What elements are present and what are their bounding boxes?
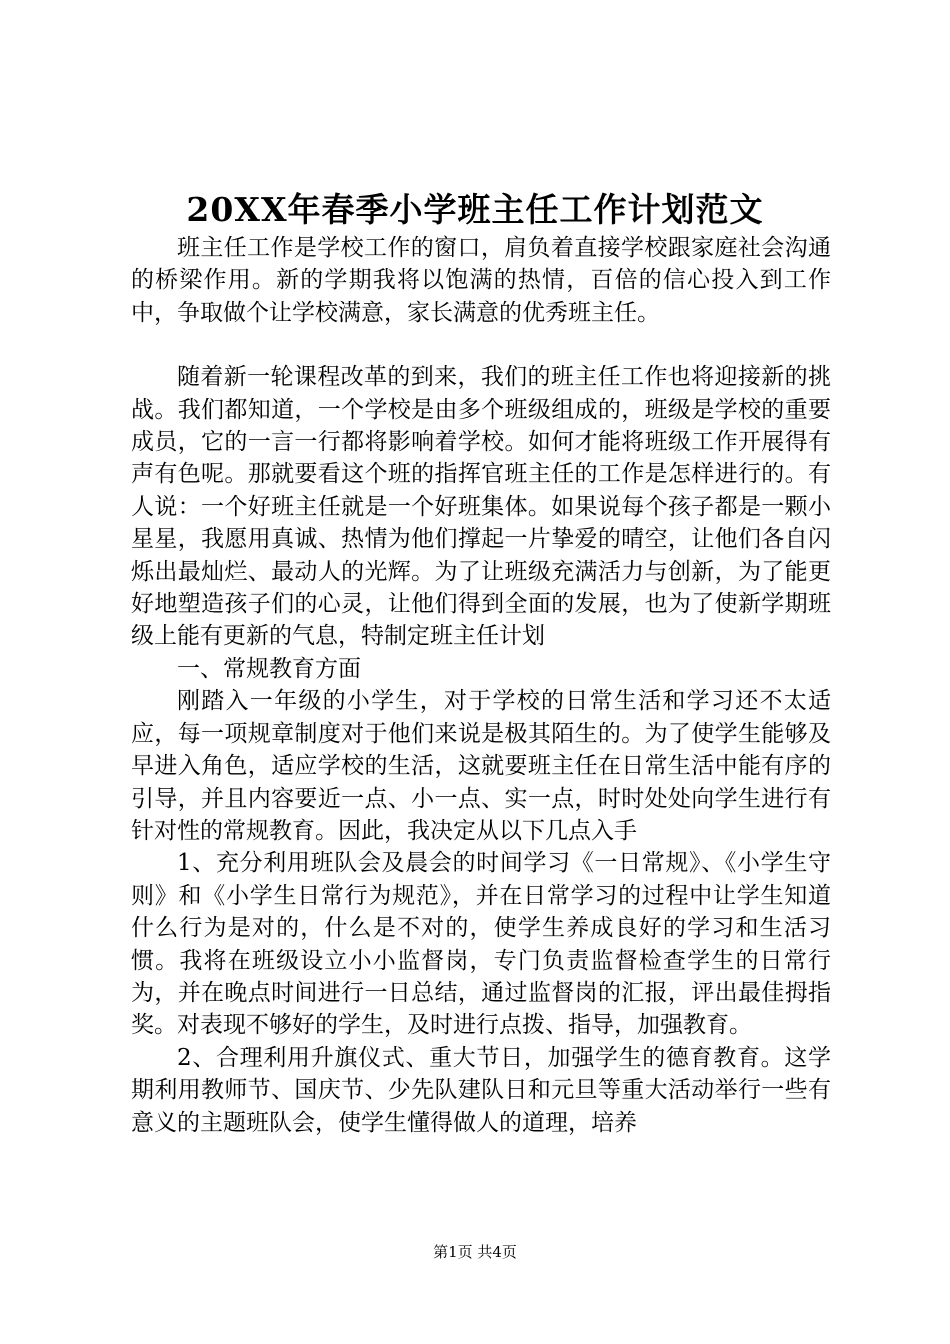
document-body: [131, 232, 831, 1139]
section-heading-routine: 一、常规教育方面: [177, 655, 361, 682]
list-item-1: 1、充分利用班队会及晨会的时间学习《一日常规》、《小学生守则》和《小学生日常行为规范》，并在日常学习的过程中让学生知道什么行为是对的，什么是不对的，使学生养成良好的学习和生活习惯。我将在班级设立小小监督岗，专门负责监督检查学生的日常行为，并在晚点时间进行一日总结，通过监督岗的汇报，评出最佳拇指奖。对表现不够好的学生，及时进行点拨、指导，加强教育。: [131, 850, 831, 1039]
document-title: 20XX年春季小学班主任工作计划范文: [186, 190, 764, 229]
page-footer: 第1页 共4页: [433, 1243, 517, 1261]
list-item-2: 2、合理利用升旗仪式、重大节日，加强学生的德育教育。这学期利用教师节、国庆节、少先队建队日和元旦等重大活动举行一些有意义的主题班队会，使学生懂得做人的道理，培养: [131, 1044, 831, 1136]
paragraph-routine: 刚踏入一年级的小学生，对于学校的日常生活和学习还不太适应，每一项规章制度对于他们来说是极其陌生的。为了使学生能够及早进入角色，适应学校的生活，这就要班主任在日常生活中能有序的引导，并且内容要近一点、小一点、实一点，时时处处向学生进行有针对性的常规教育。因此，我决定从以下几点入手: [131, 688, 831, 844]
paragraph-intro: 班主任工作是学校工作的窗口，肩负着直接学校跟家庭社会沟通的桥梁作用。新的学期我将以饱满的热情，百倍的信心投入到工作中，争取做个让学校满意，家长满意的优秀班主任。: [131, 235, 831, 326]
paragraph-background: 随着新一轮课程改革的到来，我们的班主任工作也将迎接新的挑战。我们都知道，一个学校是由多个班级组成的，班级是学校的重要成员，它的一言一行都将影响着学校。如何才能将班级工作开展得有声有色呢。那就要看这个班的指挥官班主任的工作是怎样进行的。有人说：一个好班主任就是一个好班集体。如果说每个孩子都是一颗小星星，我愿用真诚、热情为他们撑起一片挚爱的晴空，让他们各自闪烁出最灿烂、最动人的光辉。为了让班级充满活力与创新，为了能更好地塑造孩子们的心灵，让他们得到全面的发展，也为了使新学期班级上能有更新的气息，特制定班主任计划: [131, 364, 831, 650]
